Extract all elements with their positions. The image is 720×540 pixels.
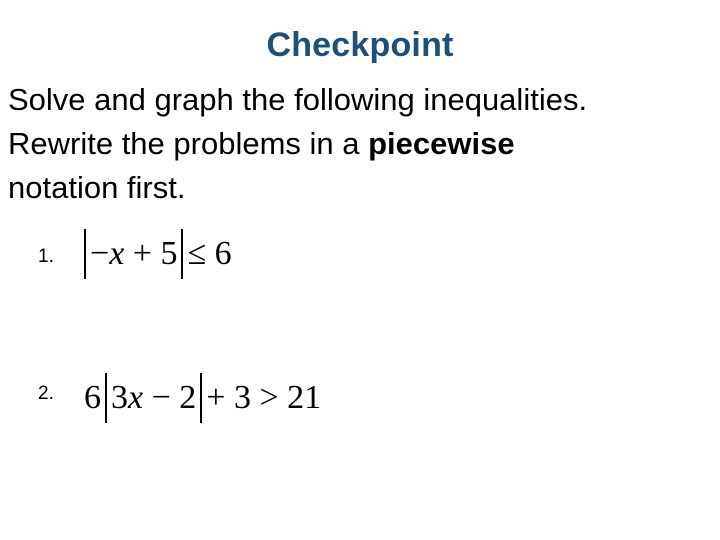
absolute-value-bar-left [84, 229, 86, 279]
problem-1-inequality [80, 228, 232, 280]
instructions-line-2 [8, 122, 712, 166]
instructions-line-2-text: Rewrite the problems in a [8, 126, 369, 161]
problem-1-variable: x [109, 235, 125, 272]
problem-1-number: 1. [38, 246, 54, 267]
instructions [8, 78, 712, 210]
problem-2-inner-rest: − 2 [143, 379, 197, 416]
instructions-line-1: Solve and graph the following inequalities. [8, 82, 588, 117]
instructions-line-3: notation first. [8, 170, 186, 205]
slide-title: Checkpoint [266, 26, 454, 64]
absolute-value-bar-left [105, 373, 107, 423]
problem-2-inner-coefficient: 3 [111, 379, 128, 416]
problem-1-sign: − [90, 235, 110, 272]
emphasis-piecewise: piecewise [368, 126, 515, 161]
problem-2-variable: x [128, 379, 144, 416]
problem-2-inequality [84, 372, 321, 424]
problem-2-number: 2. [38, 383, 54, 404]
problem-2-right-side: + 3 > 21 [206, 379, 322, 416]
absolute-value-bar-right [200, 373, 202, 423]
problem-2-coefficient: 6 [84, 379, 101, 416]
problem-1-right-side: ≤ 6 [187, 235, 232, 272]
absolute-value-bar-right [181, 229, 183, 279]
problem-1-inner-rest: + 5 [124, 235, 178, 272]
